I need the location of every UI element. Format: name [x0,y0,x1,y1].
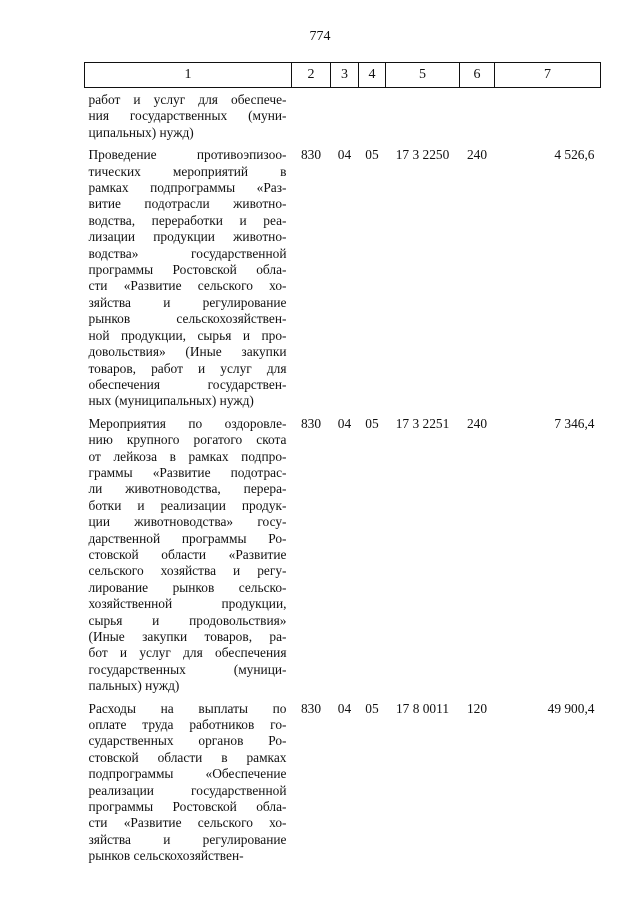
description-line: государственных (муници- [88,661,287,677]
amount-value [495,88,601,148]
ministry-code [292,88,331,148]
description-line: стовской области «Развитие [88,546,287,562]
subsection-code [359,88,386,148]
description-line: ципальных) нужд) [88,124,194,140]
description-line: сырья и продовольствия» [88,612,287,628]
subsection-code: 05 [365,700,379,716]
description-line: товаров, работ и услуг для [88,360,287,376]
description-line: работ и услуг для обеспече- [88,92,287,107]
table-header-row [85,63,601,88]
description-line: зяйства и регулирование [88,294,287,310]
row-description [85,88,292,148]
description-line: бот и услуг для обеспечения [88,645,287,661]
section-code: 04 [337,415,352,431]
description-line: дарственной программы Ро- [88,530,287,546]
description-line: Мероприятия по оздоровле- [88,415,287,431]
ministry-code: 830 [300,415,322,431]
header-cell: 3 [331,63,359,88]
description-line: сти «Развитие сельского хо- [88,815,287,831]
description-line: лизации продукции животно- [88,229,287,245]
target-article-code [386,88,460,148]
row-description [85,701,292,871]
table-row [85,416,601,701]
description-line: сельского хозяйства и регу- [88,563,287,579]
description-line: ной продукции, сырья и про- [88,327,287,343]
description-line: пальных) нужд) [88,678,180,694]
expense-type-code: 240 [466,147,488,163]
subsection-code: 05 [365,415,379,431]
description-line: Расходы на выплаты по [88,700,287,716]
description-line: хозяйственной продукции, [88,596,287,612]
description-line: сударственных органов Ро- [88,733,287,749]
table-row [85,88,601,148]
page-number: 774 [309,29,331,44]
subsection-code: 05 [365,147,379,163]
description-line: тических мероприятий в [88,163,287,179]
header-cell: 7 [495,63,601,88]
description-line: ли животноводства, перера- [88,481,287,497]
amount-value: 7 346,4 [554,415,595,431]
section-code: 04 [337,700,352,716]
description-line: водства» государственной [88,245,287,261]
description-line: ции животноводства» госу- [88,514,287,530]
header-cell: 6 [460,63,495,88]
description-line: стовской области в рамках [88,749,287,765]
description-line: подпрограммы «Обеспечение [88,766,287,782]
description-line: рынков сельскохозяйствен- [88,848,244,864]
expense-type-code [460,88,495,148]
table-row [85,701,601,871]
description-line: сти «Развитие сельского хо- [88,278,287,294]
description-line: граммы «Развитие подотрас- [88,464,287,480]
target-article-code: 17 3 2251 [395,415,450,431]
description-line: водства, переработки и реа- [88,212,287,228]
description-line: довольствия» (Иные закупки [88,344,287,360]
expense-type-code: 240 [466,415,488,431]
description-line: нию крупного рогатого скота [88,432,287,448]
ministry-code: 830 [300,147,322,163]
description-line: программы Ростовской обла- [88,799,287,815]
description-line: ботки и реализации продук- [88,497,287,513]
header-cell: 4 [359,63,386,88]
amount-value: 49 900,4 [547,700,595,716]
target-article-code: 17 3 2250 [395,147,450,163]
target-article-code: 17 8 0011 [395,700,450,716]
row-description [85,147,292,416]
description-line: Проведение противоэпизоо- [88,147,287,163]
description-line: рамках подпрограммы «Раз- [88,180,287,196]
header-cell: 1 [85,63,292,88]
description-line: витие подотрасли животно- [88,196,287,212]
description-line: от лейкоза в рамках подпро- [88,448,287,464]
description-line: зяйства и регулирование [88,831,287,847]
amount-value: 4 526,6 [554,147,595,163]
description-line: реализации государственной [88,782,287,798]
section-code [331,88,359,148]
row-description [85,416,292,701]
section-code: 04 [337,147,352,163]
expense-type-code: 120 [466,700,488,716]
description-line: (Иные закупки товаров, ра- [88,629,287,644]
description-line: обеспечения государствен- [88,376,287,392]
description-line: рынков сельскохозяйствен- [88,311,287,327]
description-line: ных (муниципальных) нужд) [88,393,254,409]
header-cell: 5 [386,63,460,88]
description-line: оплате труда работников го- [88,717,287,733]
table-row [85,147,601,416]
description-line: программы Ростовской обла- [88,262,287,278]
ministry-code: 830 [300,700,322,716]
description-line: лирование рынков сельско- [88,579,287,595]
header-cell: 2 [292,63,331,88]
budget-table [84,62,601,871]
description-line: ния государственных (муни- [88,108,287,124]
